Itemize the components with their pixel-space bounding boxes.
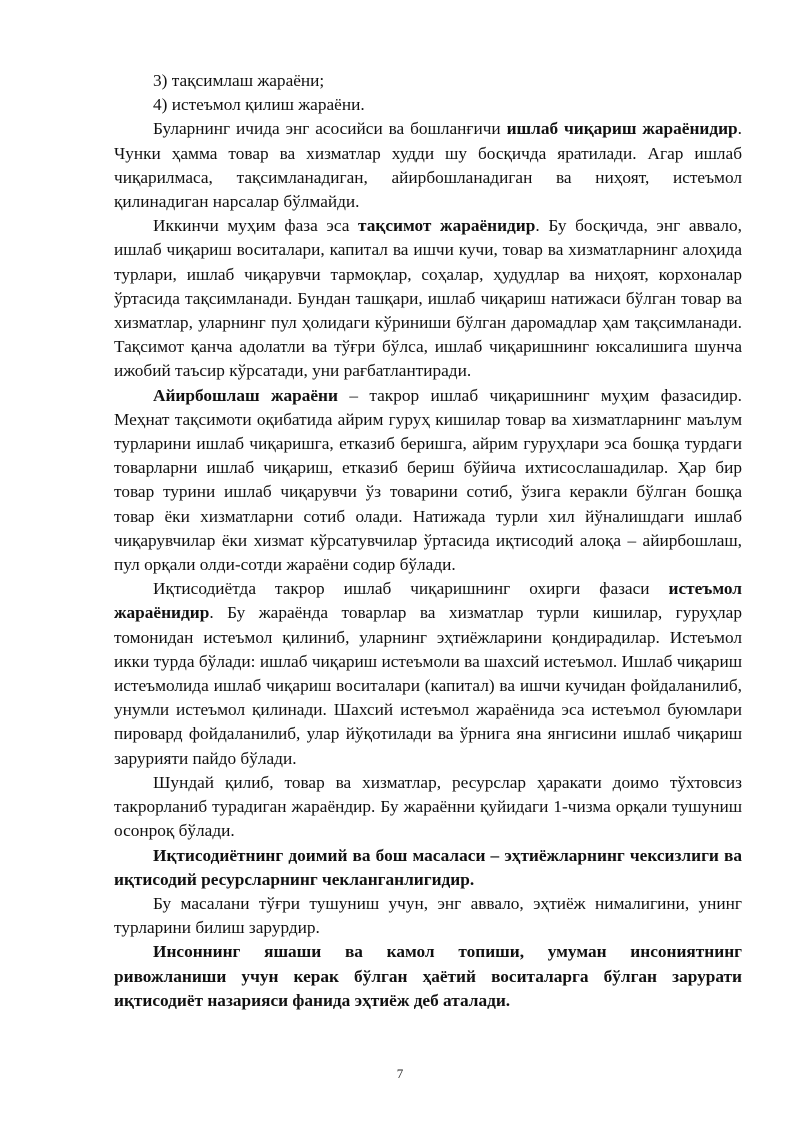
paragraph-text: Буларнинг ичида энг асосийси ва бошланғичи xyxy=(153,119,507,139)
bold-term: ишлаб чиқариш жараёнидир xyxy=(506,119,738,139)
bold-term: тақсимот жараёнидир xyxy=(358,216,536,236)
paragraph-needs-definition xyxy=(114,940,742,1013)
paragraph-text: Иқтисодиётда такрор ишлаб чиқаришнинг охирги фазаси xyxy=(153,579,669,599)
paragraph-distribution xyxy=(114,214,742,383)
page-body xyxy=(114,69,742,1013)
paragraph-text: . Бу босқичда, энг аввало, ишлаб чиқариш воситалари, капитал ва ишчи кучи, товар ва хизматларнинг алоҳида турлари, ишлаб чиқарувчи тармоқлар, соҳалар, ҳудудлар ва ниҳоят, корхоналар ўртасида тақсимланади. Бундан ташқари, ишлаб чиқариш натижаси бўлган товар ва хизматлар, уларнинг пул ҳолидаги кўриниши бўлган даромадлар ҳам тақсимланади. Тақсимот қанча адолатли ва тўғри бўлса, ишлаб чиқаришнинг юксалишига шунча ижобий таъсир кўрсатади, уни рағбатлантиради. xyxy=(114,216,742,381)
paragraph-consumption xyxy=(114,577,742,771)
page-number: 7 xyxy=(396,1066,404,1081)
list-item: 4) истеъмол қилиш жараёни. xyxy=(153,95,365,115)
paragraph-text: Иккинчи муҳим фаза эса xyxy=(153,216,359,236)
paragraph-production xyxy=(114,117,742,214)
paragraph-text: . Бу жараёнда товарлар ва хизматлар турли кишилар, гуруҳлар томонидан истеъмол қилиниб, уларнинг эҳтиёжларини қондирадилар. Истеъмол икки турда бўлади: ишлаб чиқариш истеъмоли ва шахсий истеъмол. Ишлаб чиқариш истеъмолида ишлаб чиқариш воситалари (капитал) ва ишчи кучидан фойдаланилиб, унумли истеъмол қилинади. Шахсий истеъмол жараёнида эса истеъмол буюмлари пировард фойдаланилиб, улар йўқотилади ва ўрнига яна янгисини ишлаб чиқариш зарурияти пайдо бўлади. xyxy=(114,603,742,768)
bold-statement: Иқтисодиётнинг доимий ва бош масаласи – эҳтиёжларнинг чексизлиги ва иқтисодий ресурсларнинг чекланганлигидир. xyxy=(114,845,742,889)
paragraph-exchange xyxy=(114,384,742,578)
paragraph-summary: Шундай қилиб, товар ва хизматлар, ресурслар ҳаракати доимо тўхтовсиз такрорланиб турадиган жараёндир. Бу жараённи қуйидаги 1-чизма орқали тушуниш осонроқ бўлади. xyxy=(114,772,742,841)
bold-term: Айирбошлаш жараёни xyxy=(153,385,338,405)
paragraph-needs-intro: Бу масалани тўғри тушуниш учун, энг аввало, эҳтиёж нималигини, унинг турларини билиш зарурдир. xyxy=(114,893,742,938)
list-item: 3) тақсимлаш жараёни; xyxy=(153,71,325,90)
bold-statement: Инсоннинг яшаши ва камол топиши, умуман инсониятнинг ривожланиши учун керак бўлган ҳаётий воситаларга бўлган зарурати иқтисодиёт назарияси фанида эҳтиёж деб аталади. xyxy=(114,942,742,1010)
paragraph-text: – такрор ишлаб чиқаришнинг муҳим фазасидир. Меҳнат тақсимоти оқибатида айрим гуруҳ кишилар товар ва хизматларнинг маълум турларини ишлаб чиқаришга, етказиб беришга, айрим гуруҳлари эса бошқа турдаги товарларни ишлаб чиқариш, етказиб бериш бўйича ихтисослашадилар. Ҳар бир товар турини ишлаб чиқарувчи ўз товарини сотиб, ўзига керакли бўлган бошқа товар ёки хизматларни сотиб олади. Натижада турли хил йўналишдаги ишлаб чиқарувчилар ёки хизмат кўрсатувчилар ўртасида иқтисодий алоқа – айирбошлаш, пул орқали олди-сотди жараёни содир бўлади. xyxy=(114,385,742,575)
paragraph-text: . Чунки ҳамма товар ва хизматлар худди шу босқичда яратилади. Агар ишлаб чиқарилмаса, тақсимланадиган, айирбошланадиган ва ниҳоят, истеъмол қилинадиган нарсалар бўлмайди. xyxy=(114,119,742,212)
paragraph-main-problem xyxy=(114,844,742,892)
bold-term: истеъмол жараёнидир xyxy=(114,579,742,623)
